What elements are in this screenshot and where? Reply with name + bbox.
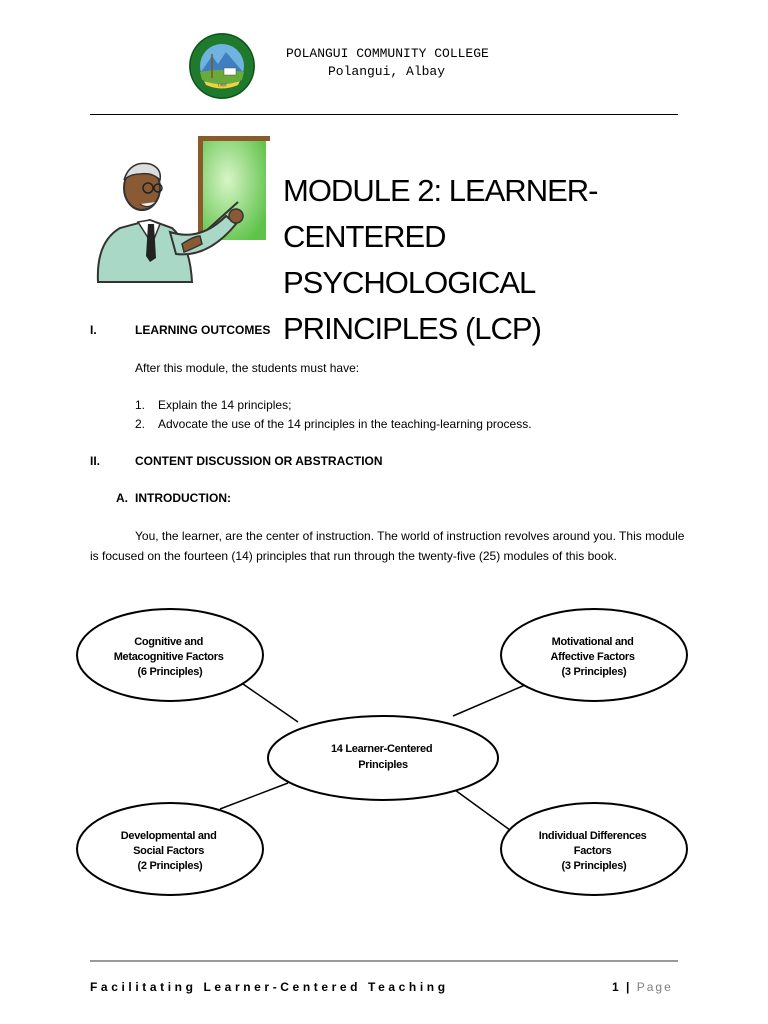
footer-divider bbox=[90, 960, 678, 962]
title-line-3: PRINCIPLES (LCP) bbox=[283, 311, 541, 346]
connector-bottom-left bbox=[220, 783, 288, 809]
connector-top-right bbox=[453, 685, 525, 716]
node-motivational-line-3: (3 Principles) bbox=[561, 666, 627, 678]
section-2-heading: CONTENT DISCUSSION OR ABSTRACTION bbox=[135, 454, 383, 468]
seal-year: 1968 bbox=[217, 82, 227, 88]
node-individual-line-1: Individual Differences bbox=[538, 830, 647, 842]
introduction-paragraph: You, the learner, are the center of instruction. The world of instruction revolves around you. This module is focused on the fourteen (14) principles that run through the twenty-five (25) modules of this book. bbox=[90, 529, 685, 563]
page-label: Page bbox=[636, 980, 673, 994]
outcome-2-text: Advocate the use of the 14 principles in the teaching-learning process. bbox=[158, 417, 532, 431]
node-developmental-line-2: Social Factors bbox=[133, 845, 205, 857]
subsection-a-letter: A. bbox=[116, 491, 128, 505]
node-cognitive-line-3: (6 Principles) bbox=[137, 666, 203, 678]
node-center-line-2: Principles bbox=[358, 759, 408, 771]
node-motivational-label bbox=[551, 636, 638, 678]
subsection-a-heading: INTRODUCTION: bbox=[135, 491, 231, 505]
section-1-heading: LEARNING OUTCOMES bbox=[135, 323, 271, 337]
college-location: Polangui, Albay bbox=[328, 64, 446, 79]
college-name: POLANGUI COMMUNITY COLLEGE bbox=[286, 46, 489, 61]
college-seal-icon bbox=[188, 32, 256, 100]
outcome-1-text: Explain the 14 principles; bbox=[158, 398, 292, 412]
connector-top-left bbox=[243, 684, 298, 722]
node-individual-line-3: (3 Principles) bbox=[561, 860, 627, 872]
section-2-number: II. bbox=[90, 454, 101, 468]
outcome-1-number: 1. bbox=[135, 398, 146, 412]
node-developmental-line-1: Developmental and bbox=[120, 830, 217, 842]
connector-bottom-right bbox=[455, 790, 510, 830]
header-divider bbox=[90, 114, 678, 115]
module-title bbox=[283, 168, 693, 352]
title-line-1: MODULE 2: LEARNER- bbox=[283, 173, 598, 208]
outcome-2-number: 2. bbox=[135, 417, 146, 431]
node-cognitive-line-2: Metacognitive Factors bbox=[113, 651, 224, 663]
node-motivational-line-2: Affective Factors bbox=[550, 651, 635, 663]
title-line-2: CENTERED PSYCHOLOGICAL bbox=[283, 219, 536, 300]
node-motivational-line-1: Motivational and bbox=[551, 636, 634, 648]
node-center-ellipse bbox=[268, 716, 498, 800]
node-cognitive-line-1: Cognitive and bbox=[134, 636, 204, 648]
page-separator: | bbox=[626, 980, 632, 994]
section-1-intro: After this module, the students must have: bbox=[135, 361, 360, 375]
lcp-concept-diagram bbox=[70, 600, 700, 905]
footer-book-title: Facilitating Learner-Centered Teaching bbox=[90, 980, 449, 994]
teacher-clipart-icon bbox=[90, 132, 270, 292]
node-center-line-1: 14 Learner-Centered bbox=[330, 743, 433, 755]
node-developmental-line-3: (2 Principles) bbox=[137, 860, 203, 872]
page-number: 1 bbox=[612, 980, 621, 994]
footer-page-indicator bbox=[612, 980, 673, 994]
section-1-number: I. bbox=[90, 323, 97, 337]
node-individual-line-2: Factors bbox=[573, 845, 612, 857]
